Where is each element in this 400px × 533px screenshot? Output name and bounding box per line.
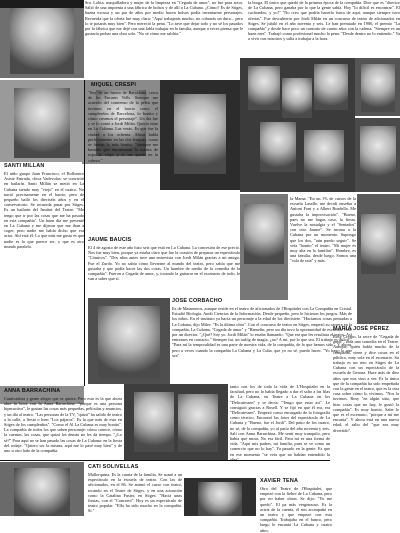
text-right-column-mid: la Mama. "En un 1% de cursos de la escuela Lasalle, me decidí enseñar a Antoni Font y a Albert Boadella. Me gustaba la improvisación". "Bueno, pues no me hagas caso, la fiesta. Vuelve la nostalgia y el "Sentados" con otro Jaume". Se asoma a la Cubana por un momento. Supongo que los dos, "aún puedo seguir". Se veía "bonito" el teatro. "Mi mujer es muy alta en lo familiar". Hombre, es una familia, desde luego. Somos una "cola de rata" y más. [290, 196, 356, 264]
divider-left [84, 80, 85, 386]
photo-maria-jose-perez [357, 194, 400, 324]
photo-jaume-baucis [240, 194, 288, 300]
name-label-maria-jose-perez: MARIA JOSÉ PÉREZ [333, 326, 390, 332]
name-label-xavier-tena: XAVIER TENA [260, 478, 299, 484]
photo-cati-solivellas [0, 462, 84, 516]
text-xavier-tena: Otro del Teatre de l'Hospitalet, que empezó con la fiebre de La Cubana, pero por no haber obras. Se dijo: "Yo me quedo". El pa más vergonzoso. Es la actriz de la cuenta, él nos acompañó en un teatro y que empezó con esta compañía. Trabajaba en el banco, pero luego le encantó La Cubana y cuatro años. [260, 486, 332, 533]
photo-santi-millan [0, 80, 84, 162]
text-jaume-baucis: El 4 de agosto de este año hizo seis que está en La Cubana. La concesión de ese precio. Nos fue muy bien, porque ya estaba claro que fue la ocasión de preparar un espectáculo "Cómicos". "Dos años antes tuve una entrevista con Jordi Milán gracias a mi amigo. Fue el Zurdo. Yo no sabía cómo llevarme al mundo del teatro, pero sabía que me gustaba y que podía hacer las dos cosas. Un hombre de medio de la comedia de la compañía". Fueron a Cegada de amor, y, tocando la guitarra en el escenario de todo, le van a saber que sí. [88, 245, 240, 282]
group-photo-top-right [240, 58, 355, 192]
cast-photo-top-right-second [355, 118, 400, 192]
intro-text-column: Sra. Lolita, maquilladora y mujer de la limpieza en "Cegada de amor", no fue para actor. Salió de una imprenta a una fábrica de bolsos y de allí a La Cubana. ¿Cómo? Es de Sitges, buena excusa y un par de años por medio hacen bolsos podía inventarme personajes. Recuerda que la oferta fue muy clara: "Aquí trabajarás mucho, no cobrarás un duro... pero lo te pasarás muy bien". Pero mereció la pena. "Lo tuve que dejar todo y no sé los pasados por la fábrica que me dejé con una fabla trabajar en la familia, aunque a veces piensa que le gustaría probar una obra sola. "No sé cómo me saldría." [85, 0, 243, 37]
text-middle-bottom: tanto con los de toda la vida de L'Hospitalet en la facultad, pero no lo había llegado a dar el salto a las filas de La Cubana, en Teatre a La Cubana en los "Delicatessen" y se decía: "Tengo que estar así". Le consiguió gracias a Rosell. Y se fijó en que él era, era "Delicatessen". Empezó como encargado de la fotografía como técnico. Encontró las fotos del espectáculo de La Cubana y "Bueno, fue el Jordi". Del patio de los cuatro, no sé, de la compañía, yo al patio del año noventa y seis. Salí con Anna Barrachina. Me sentí muy tranquilo, pero había que mirar. No era fácil. Para mí es una forma de vida. "Aquí mis padres, mi familia, pues se ve como un comercio que no lo hay". Ya pasado en la gente. Es que en ese momento "se veía que no habían entendido la [230, 384, 330, 457]
name-label-jaume-baucis: JAUME BAUCIS [88, 237, 132, 243]
photo-miquel-costume [160, 80, 240, 190]
cast-photo-top-left [0, 0, 84, 78]
text-anna-barrachina: Cautivadora y gente alegre que se quiera. Pero esto es la que ahora abre la boca con la Anna Barrachina, "porque es una persona hiperactiva", le gustan las cosas más pequeñas, películas y anuncios, y un día al teatro. "Las personas de la TV, "quizá" ha salido de teatro a la calle, a fiesta o bien "Los pájaros". Es la que más de esto en Sitges de los cumpleaños". "Como el Al La Cubana es muy bonito". La compañía de todos los que saben personaje: cómo conoce, cómo la cuentas, las cosas, que quizá los demás no les da tiempo. "¿Lo sé?" Para aquí no se han pasado las cosas de La Cubana: en la fiesta del rodaje. "Quiero ser la misma, aquí me lo pasé muy bien" y de uno u otro lado de la compañía. [4, 396, 122, 454]
text-jose-corbacho: Es de Matamoros, aunque reside en el teatro de aficionados de l'Hospitalet con La Compañía en Cristal. Estudió Biología. Andó Ciencias de la Información. Desde pequeño, pero le hicieron los juegos. Más de los niños. En el instituto ya hacía un personaje a la edad de los diecisiete. "Hacíamos cosas pensadas a La Cubana, dijo Miler: "Es la última obra". Con el concurso de teatro en Sitges, empezó su carrera en la compañía, La Cubana, "Cegada de amor" y "Hamelin, pero un día tuvo la oportunidad de escuchar. Pasé por un director. "¿Qué? Soy yo. Jordi Milán" lo estaba llamando. "Que era que les resultara el teatro. Así entramos en contacto." Siempre fui, un tarlóg de magia, ¿no? A mí, por lo que sea. El trabajo es difícil". "Para mí la temporalidad es una parte de nuestra vida, de la compañía, de lo que hemos sido". Y ahora, pero a veces cuando la compañía La Cubana y La Cuba, que yo no sé, puedo hacer. "Yo hago lo que sea". [172, 306, 352, 358]
name-label-santi-millan: SANTI MILLAN [4, 163, 45, 169]
photo-performers-center [124, 384, 228, 460]
divider-bottom [0, 460, 330, 461]
text-maria-jose-perez: Rosy Crespo, la secre de "Cegada de amor", toda una comedia en el Teatre. Aunque, quién habla mucho de la compañía, viene y dice cosas en el público, muy sola en el escenario. Su trabajo es un reto en Sitges de La Cubana con un espectáculo de la escuela de Gerona. Hace más de diez años que nos vino a ver. Es la única que de la compañía ha sido empeñada con la gente en el teatro, que es la otra casa sobre cómo lo vivimos. "Nos la tuvimos. Rosy "en algún sitio, que hizo cosas que no hay, le gustó la compañía". Es muy bonito. Sabe lo que es el escenario, "porque a mí me encanta". Y ahora está en una nueva edad, el salto del "que sea muy divertido". [333, 334, 399, 433]
photo-xavier-tena [184, 478, 256, 516]
name-label-jose-corbacho: JOSE CORBACHO [172, 298, 223, 304]
cast-photo-top-right-small [355, 58, 400, 116]
text-cati-solivellas: Mallorquina. Es la cuarta de la familia. Se sumó a un espectáculo en la escuela de teatro. Con las de aficionados, en el 86. Se animó el curso con teatro, tocando en el Teatre de Sitges, y en una actuación como la Catalina Fuster, en Sitges: "Hacía unas fiestas, con el "Concertó". Hoy es un espectáculo de teatro popular. "Ella ha sido mucho en la compañía. Sí." [88, 472, 182, 514]
name-label-anna-barrachina: ANNA BARRACHINA [4, 388, 61, 394]
photo-jose-corbacho [88, 298, 170, 384]
name-label-miquel-crespi: MIQUEL CRESPI [91, 82, 137, 88]
text-miquel-crespi: "Soy de un barrio de Barcelona, cerca de los Encants Vells. Siempre me acuerdo del comienzo de la pelea que tuvimos en el barrio como el cumpleaños de Barcelona, lo bonito y cómo creamos el personaje". Un día fue y se lo contó a Jordi Milán. Quería estar en La Cubana. Las verás. Es que fue la ciudad a los ochenta. Ahora habla perfectamente en las dos lenguas, como se fueran lo más bonito. "Siempre me bastaba que encontraran la maleta de ropa de viaje, y se me quedó en la cabeza." [88, 90, 158, 163]
text-santi-millan: El niño guapo Juan Francisco, el Bollonero Asiste Entrada, chica Vadevolas: se convirtió en bailarín. Santi Millán se metió en La Cubana siendo muy "viejo" en el cuatro. No nació precisamente en el barrio, pero de pequeño bailó los dieciséis años y en el conservatorio. Se recuerda pasar por Sitges. Es un bailarín del Institut del Teatre. "Me tengo que ir por las cosas que me ha pasado en esta compañía". Un buen día me presenté en La Cubana y me dijeron que me iban a coger, pero nadie me había dicho que era actor. Ahí está él: Lo que más me gusta es que nadie es lo que parece ser, y que es otro mundo paralelo. [4, 171, 84, 249]
name-label-cati-solivellas: CATI SOLIVELLAS [88, 464, 139, 470]
top-right-text-column: la broga. El único que quedó de la primera época de la compañía. Dice que es "director de La Cubana, pero ganaba por lo que la gente sabía. Hoy "lo difícil es encontrar". El cachondeo, y yo!" "No creo que podría hacerlo fuera de aquí, aunque siempre tuvo ofertas". Fue descubierto por Jordi Milán en un concurso de teatro de aficionados en Sitges. Se jubiló en el año noventa y seis. Le han premiado en 1986, el premio "La compañía" y desde hace poco un contrato de cuatro años con la cadena. "Siempre es un buen mes". Trabajó como profesional mucho la pena. "Desde dentro no lo entiendo." Va a vivir con nosotros y salía a trabajar a la hora. [248, 0, 400, 42]
